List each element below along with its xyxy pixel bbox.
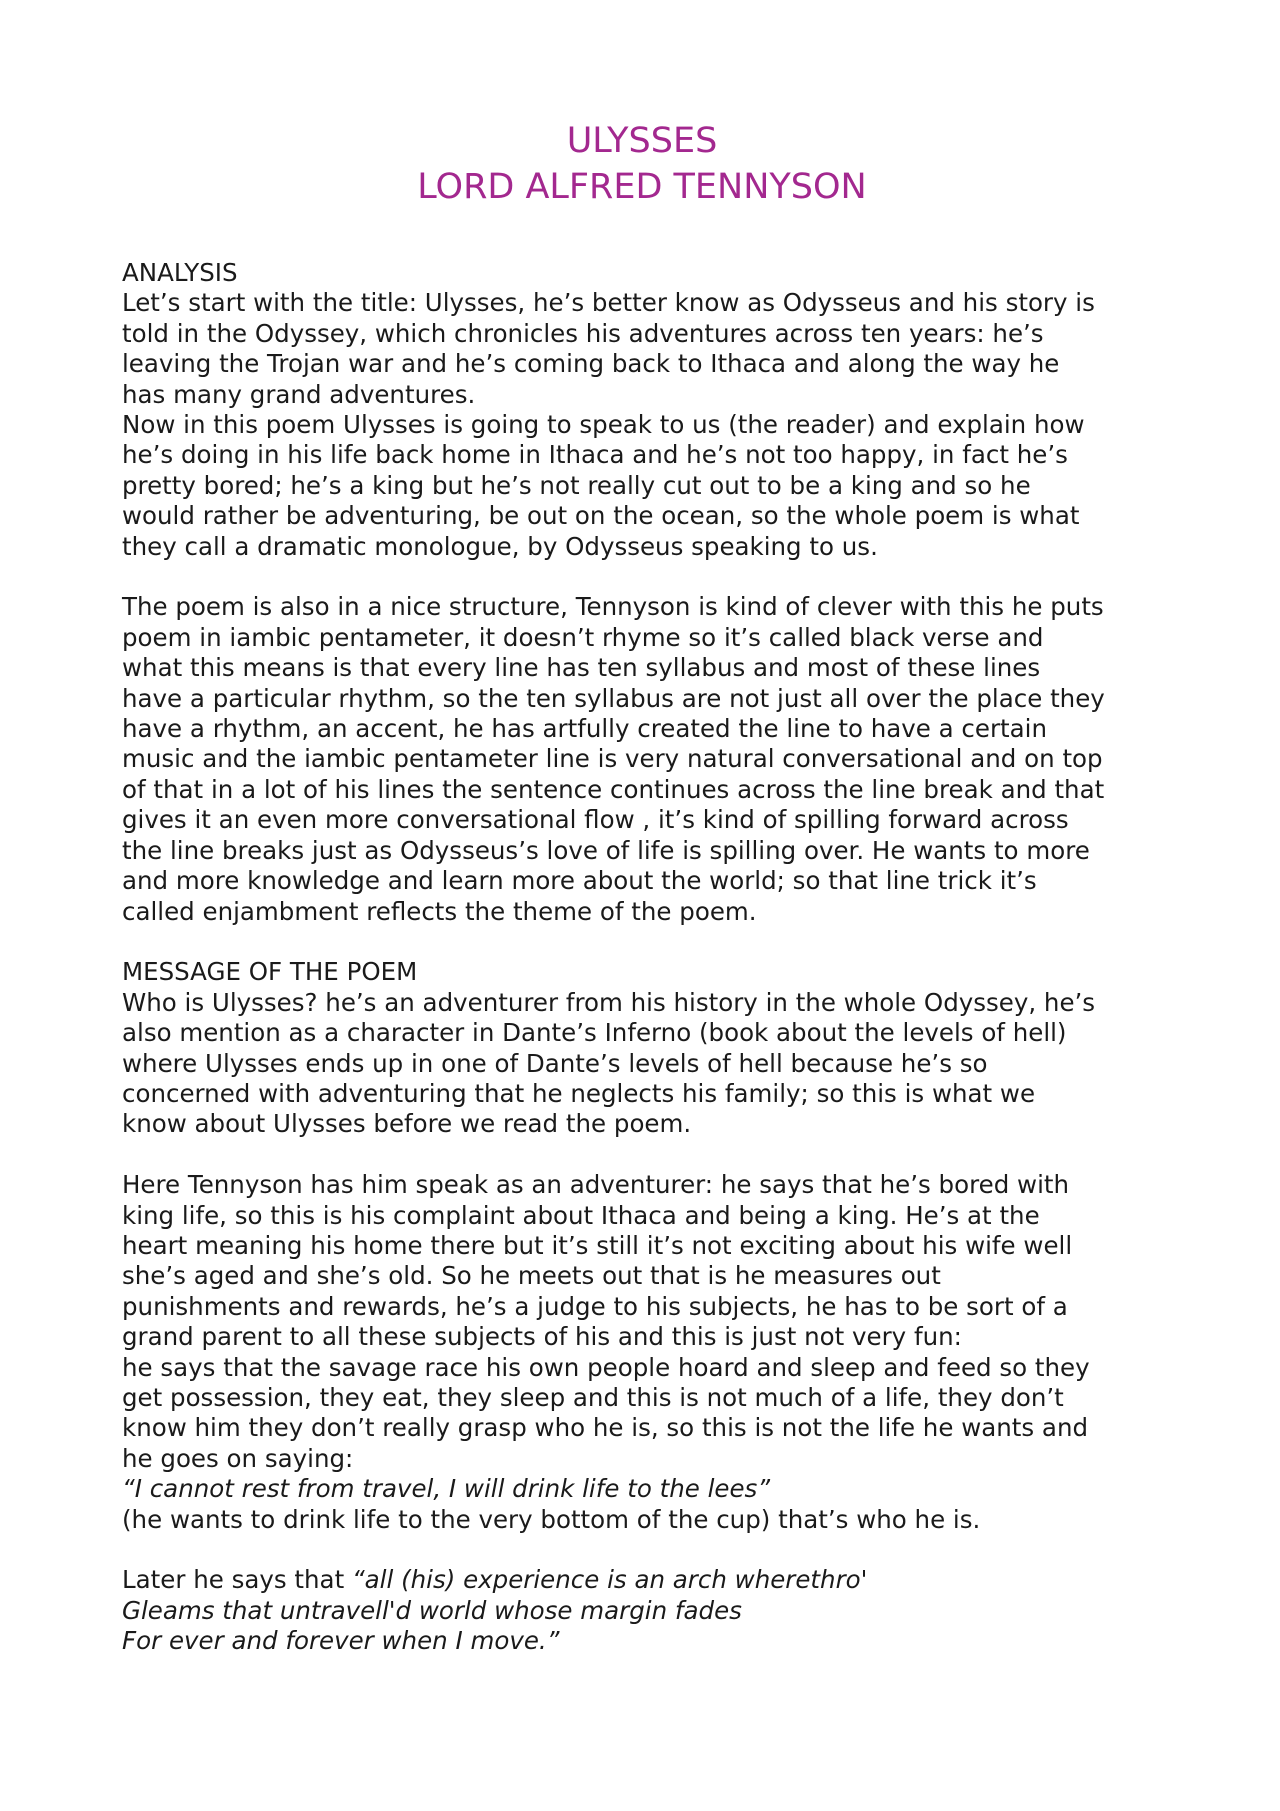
- text-line: punishments and rewards, he’s a judge to his subjects, he has to be sort of a: [122, 1291, 1068, 1321]
- text-line: what this means is that every line has ten syllabus and most of these lines: [122, 653, 1041, 683]
- text-line: he says that the savage race his own people hoard and sleep and feed so they: [122, 1352, 1090, 1382]
- section-heading-analysis: ANALYSIS: [122, 258, 238, 287]
- text-line: know him they don’t really grasp who he is, so this is not the life he wants and: [122, 1413, 1089, 1443]
- paragraph-gap: [122, 1535, 1182, 1565]
- text-line: The poem is also in a nice structure, Tennyson is kind of clever with this he puts: [122, 592, 1104, 622]
- poem-quote: “all (his) experience is an arch wherethro': [351, 1565, 868, 1595]
- text-line: she’s aged and she’s old. So he meets out that is he measures out: [122, 1261, 941, 1291]
- text-line: Let’s start with the title: Ulysses, he’s better know as Odysseus and his story is: [122, 288, 1095, 318]
- text-line: have a rhythm, an accent, he has artfully created the line to have a certain: [122, 714, 1048, 744]
- text-line-with-quote: [122, 1565, 1182, 1595]
- text-line: told in the Odyssey, which chronicles his adventures across ten years: he’s: [122, 318, 1044, 348]
- text-line: pretty bored; he’s a king but he’s not really cut out to be a king and so he: [122, 470, 1031, 500]
- text-line: Who is Ulysses? he’s an adventurer from his history in the whole Odyssey, he’s: [122, 987, 1096, 1017]
- text-line: king life, so this is his complaint about Ithaca and being a king. He’s at the: [122, 1200, 1040, 1230]
- text-line: know about Ulysses before we read the poem.: [122, 1109, 692, 1139]
- text-line: heart meaning his home there but it’s still it’s not exciting about his wife well: [122, 1230, 1073, 1260]
- title-block: [122, 118, 1162, 210]
- text-line: have a particular rhythm, so the ten syllabus are not just all over the place they: [122, 683, 1105, 713]
- poem-quote: For ever and forever when I move.”: [122, 1626, 560, 1656]
- text-line: Now in this poem Ulysses is going to speak to us (the reader) and explain how: [122, 410, 1085, 440]
- text-line: music and the iambic pentameter line is very natural conversational and on top: [122, 744, 1103, 774]
- text-line: get possession, they eat, they sleep and this is not much of a life, they don’t: [122, 1382, 1064, 1412]
- text-line: (he wants to drink life to the very bottom of the cup) that’s who he is.: [122, 1504, 981, 1534]
- poem-quote: “I cannot rest from travel, I will drink life to the lees”: [122, 1474, 771, 1504]
- poem-title: ULYSSES: [566, 121, 718, 161]
- document-body: [122, 258, 1182, 1657]
- text-line: they call a dramatic monologue, by Odysseus speaking to us.: [122, 531, 878, 561]
- text-line: gives it an even more conversational flow , it’s kind of spilling forward across: [122, 805, 1069, 835]
- section-heading-message: MESSAGE OF THE POEM: [122, 957, 418, 987]
- text-line: of that in a lot of his lines the sentence continues across the line break and that: [122, 774, 1105, 804]
- text-line: and more knowledge and learn more about the world; so that line trick it’s: [122, 866, 1037, 896]
- text-line: has many grand adventures.: [122, 379, 476, 409]
- paragraph-gap: [122, 927, 1182, 957]
- text-line: the line breaks just as Odysseus’s love of life is spilling over. He wants to more: [122, 835, 1090, 865]
- text-line: called enjambment reflects the theme of the poem.: [122, 896, 757, 926]
- paragraph-gap: [122, 562, 1182, 592]
- text-line: where Ulysses ends up in one of Dante’s levels of hell because he’s so: [122, 1048, 988, 1078]
- poem-quote: Gleams that untravell'd world whose margin fades: [122, 1595, 742, 1625]
- text-line: also mention as a character in Dante’s Inferno (book about the levels of hell): [122, 1018, 1067, 1048]
- text-line: leaving the Trojan war and he’s coming back to Ithaca and along the way he: [122, 349, 1060, 379]
- poem-author: LORD ALFRED TENNYSON: [417, 167, 867, 207]
- text-line: Here Tennyson has him speak as an adventurer: he says that he’s bored with: [122, 1170, 1070, 1200]
- quote-intro: Later he says that: [122, 1565, 352, 1595]
- paragraph-gap: [122, 1140, 1182, 1170]
- text-line: grand parent to all these subjects of his and this is just not very fun:: [122, 1322, 962, 1352]
- text-line: poem in iambic pentameter, it doesn’t rhyme so it’s called black verse and: [122, 622, 1044, 652]
- text-line: concerned with adventuring that he neglects his family; so this is what we: [122, 1078, 1036, 1108]
- text-line: he’s doing in his life back home in Ithaca and he’s not too happy, in fact he’s: [122, 440, 1068, 470]
- text-line: he goes on saying:: [122, 1443, 354, 1473]
- text-line: would rather be adventuring, be out on the ocean, so the whole poem is what: [122, 501, 1080, 531]
